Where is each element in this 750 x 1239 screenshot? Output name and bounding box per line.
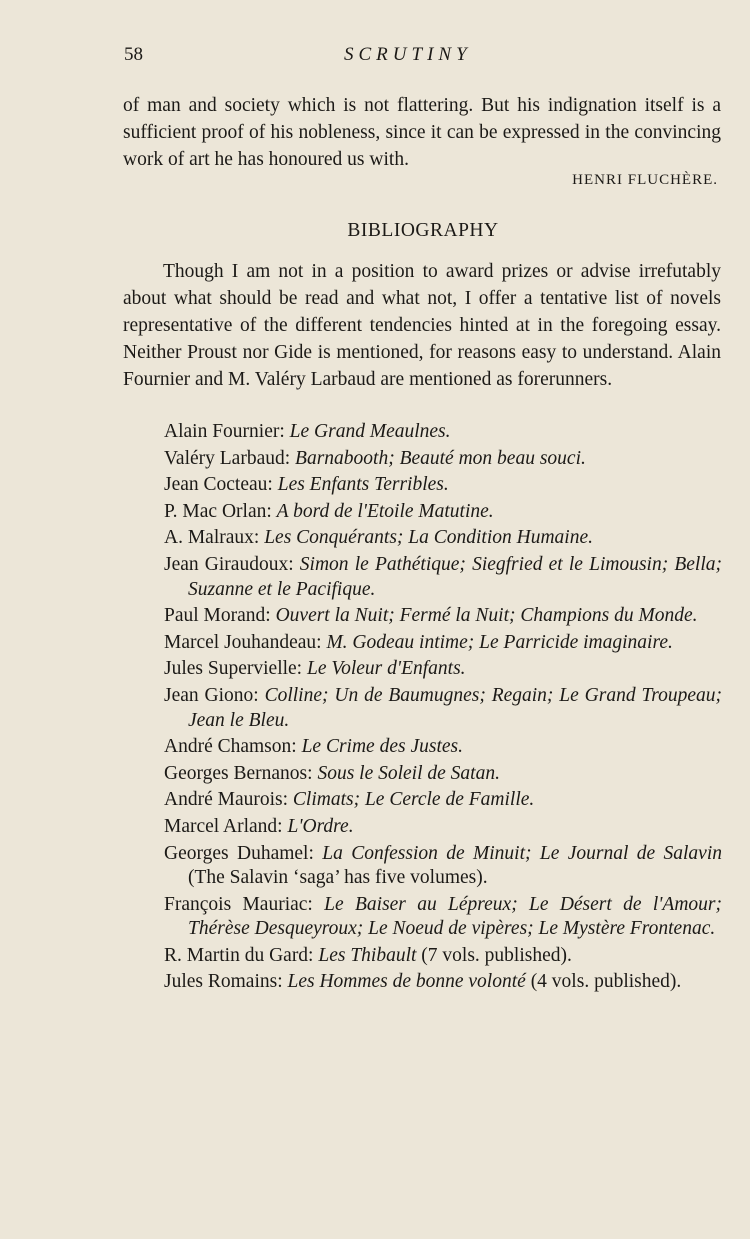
bibliography-entry	[164, 970, 722, 995]
entry-works: Les Thibault	[318, 944, 417, 966]
running-head: SCRUTINY	[344, 44, 472, 65]
entry-works: Simon le Pathétique; Siegfried et le Limousin; Bella; Suzanne et le Pacifique.	[188, 553, 722, 600]
entry-author: Paul Morand:	[164, 605, 271, 627]
bibliography-entry	[164, 631, 722, 656]
bibliography-entry	[164, 893, 722, 942]
entry-works: A bord de l'Etoile Matutine.	[276, 500, 494, 522]
bibliography-list	[164, 420, 722, 997]
entry-author: André Maurois:	[164, 789, 289, 811]
entry-author: Jean Giraudoux:	[164, 553, 294, 575]
bibliography-entry	[164, 788, 722, 813]
entry-author: A. Malraux:	[164, 527, 260, 549]
bibliography-entry	[164, 500, 722, 525]
bibliography-intro-paragraph: Though I am not in a position to award prizes or advise irrefutably about what should be read and what not, I offer a tentative list of novels representative of the different tendencies hinted at in the foregoing essay. Neither Proust nor Gide is mentioned, for reasons easy to understand. Alain Fournier and M. Valéry Larbaud are mentioned as forerunners.	[123, 261, 721, 390]
bibliography-entry	[164, 553, 722, 602]
bibliography-entry	[164, 657, 722, 682]
bibliography-entry	[164, 842, 722, 891]
bibliography-entry	[164, 815, 722, 840]
entry-works: Sous le Soleil de Satan.	[317, 762, 500, 784]
entry-note: (The Salavin ‘saga’ has five volumes).	[188, 867, 488, 889]
bibliography-entry	[164, 420, 722, 445]
entry-works: Les Conquérants; La Condition Humaine.	[264, 527, 593, 549]
entry-works: M. Godeau intime; Le Parricide imaginaire.	[326, 631, 673, 653]
entry-works: Les Enfants Terribles.	[277, 474, 449, 496]
entry-works: Le Voleur d'Enfants.	[306, 658, 466, 680]
bibliography-entry	[164, 684, 722, 733]
entry-author: François Mauriac:	[164, 893, 313, 915]
entry-author: P. Mac Orlan:	[164, 500, 272, 522]
bibliography-entry	[164, 526, 722, 551]
entry-author: Valéry Larbaud:	[164, 447, 291, 469]
entry-note: (7 vols. published).	[421, 944, 572, 966]
entry-author: Jean Cocteau:	[164, 474, 273, 496]
entry-author: Jules Romains:	[164, 971, 283, 993]
bibliography-entry	[164, 473, 722, 498]
section-title: BIBLIOGRAPHY	[347, 220, 499, 241]
author-signature: HENRI FLUCHÈRE.	[572, 172, 718, 188]
entry-works: L'Ordre.	[287, 815, 354, 837]
entry-works: Le Grand Meaulnes.	[289, 421, 451, 442]
entry-author: André Chamson:	[164, 736, 297, 758]
entry-works: Le Baiser au Lépreux; Le Désert de l'Amour; Thérèse Desqueyroux; Le Noeud de vipères; Le Mystère Frontenac.	[188, 893, 722, 940]
entry-author: Jean Giono:	[164, 684, 259, 706]
entry-author: Georges Duhamel:	[164, 842, 314, 864]
entry-author: Georges Bernanos:	[164, 762, 313, 784]
entry-works: Le Crime des Justes.	[301, 736, 463, 758]
bibliography-entry	[164, 944, 722, 969]
entry-author: Jules Supervielle:	[164, 658, 303, 680]
entry-works: Barnabooth; Beauté mon beau souci.	[295, 447, 586, 469]
entry-author: Alain Fournier:	[164, 421, 285, 442]
entry-works: Ouvert la Nuit; Fermé la Nuit; Champions du Monde.	[275, 605, 698, 627]
page-number: 58	[124, 44, 143, 65]
entry-works: Colline; Un de Baumugnes; Regain; Le Grand Troupeau; Jean le Bleu.	[188, 684, 722, 731]
entry-author: Marcel Arland:	[164, 815, 283, 837]
entry-works: La Confession de Minuit; Le Journal de Salavin	[322, 842, 722, 864]
page-header	[124, 44, 724, 74]
intro-text: of man and society which is not flattering. But his indignation itself is a sufficient proof of his nobleness, since it can be expressed in the convincing work of art he has honoured us with.	[123, 95, 721, 170]
bibliography-entry	[164, 735, 722, 760]
entry-works: Les Hommes de bonne volonté	[287, 971, 526, 993]
bibliography-entry	[164, 604, 722, 629]
intro-paragraph	[123, 92, 721, 173]
bibliography-entry	[164, 447, 722, 472]
bibliography-entry	[164, 762, 722, 787]
entry-works: Climats; Le Cercle de Famille.	[292, 789, 535, 811]
entry-author: Marcel Jouhandeau:	[164, 631, 322, 653]
entry-note: (4 vols. published).	[530, 971, 682, 993]
entry-author: R. Martin du Gard:	[164, 944, 314, 966]
